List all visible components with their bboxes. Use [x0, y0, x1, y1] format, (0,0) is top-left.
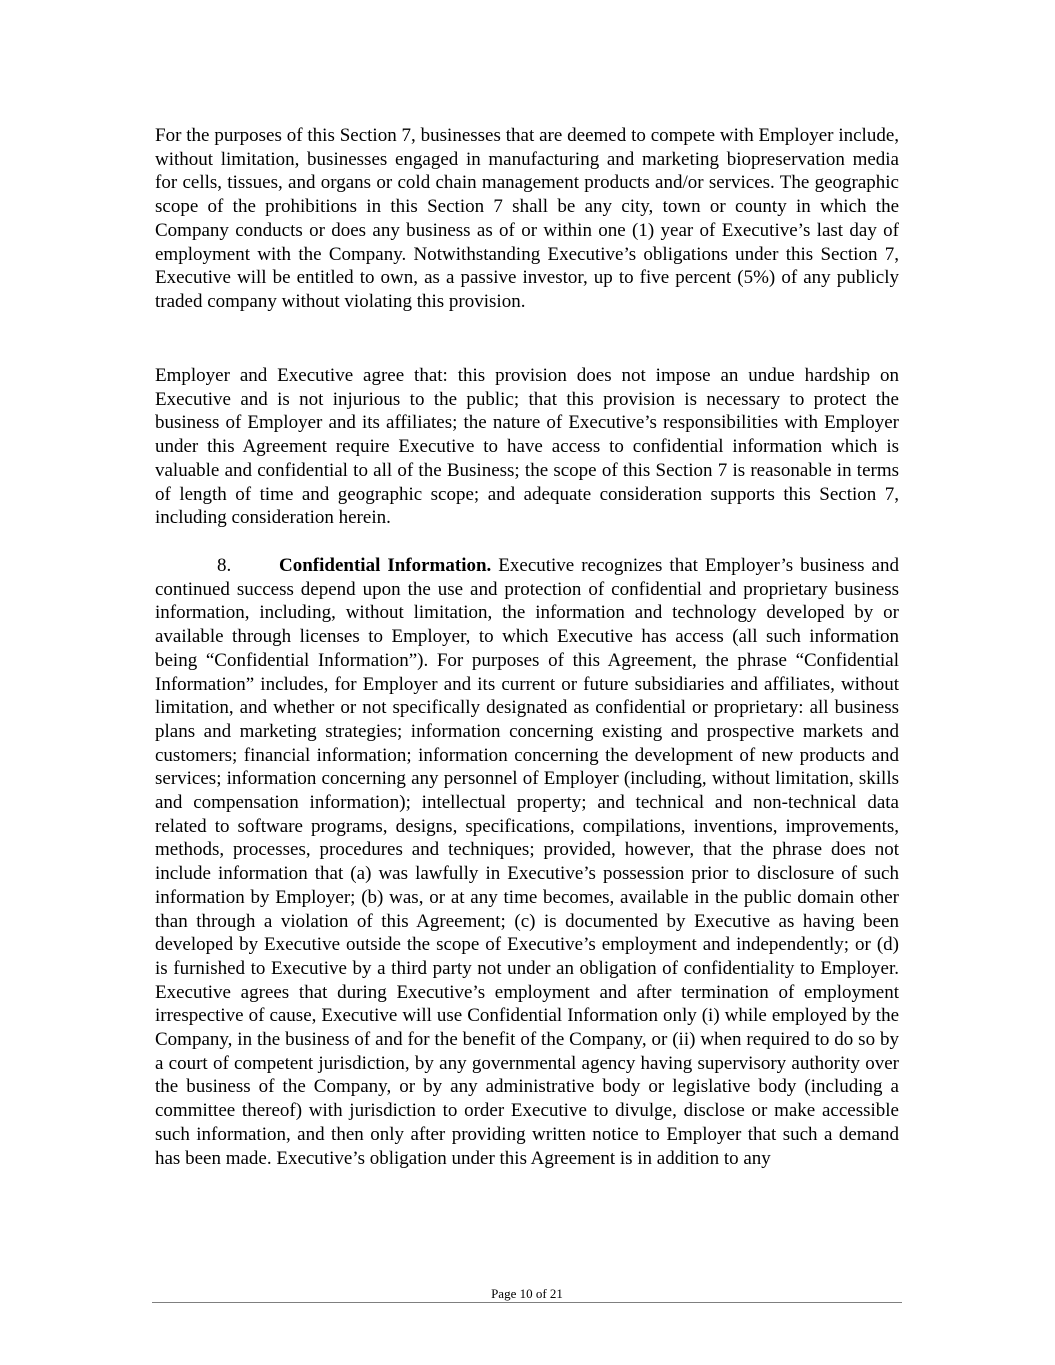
section-number: 8.	[217, 555, 232, 576]
section-body-text: Executive recognizes that Employer’s business and continued success depend upon the use and protection of confidential and proprietary business information, including, without limitation, the information and technology developed by or available through licenses to Employer, to which Executive has access (all such information being “Confidential Information”). For purposes of this Agreement, the phrase “Confidential Information” includes, for Employer and its current or future subsidiaries and affiliates, without limitation, and whether or not specifically designated as confidential or proprietary: all business plans and marketing strategies; information concerning existing and prospective markets and customers; financial information; information concerning the development of new products and services; information concerning any personnel of Employer (including, without limitation, skills and compensation information); intellectual property; and technical and non-technical data related to software programs, designs, specifications, compilations, inventions, improvements, methods, processes, procedures and techniques; provided, however, that the phrase does not include information that (a) was lawfully in Executive’s possession prior to disclosure of such information by Employer; (b) was, or at any time becomes, available in the public domain other than through a violation of this Agreement; (c) is documented by Executive as having been developed by Executive outside the scope of Executive’s employment and independently; or (d) is furnished to Executive by a third party not under an obligation of confidentiality to Employer. Executive agrees that during Executive’s employment and after termination of employment irrespective of cause, Executive will use Confidential Information only (i) while employed by the Company, in the business of and for the benefit of the Company, or (ii) when required to do so by a court of competent jurisdiction, by any governmental agency having supervisory authority over the business of the Company, or by any administrative body or legislative body (including a committee thereof) with jurisdiction to order Executive to divulge, disclose or make accessible such information, and then only after providing written notice to Employer that such a demand has been made. Executive’s obligation under this Agreement is in addition to any	[155, 555, 899, 1169]
section-heading: Confidential Information.	[279, 555, 492, 576]
footer-divider	[152, 1302, 902, 1303]
paragraph-section-7-scope: For the purposes of this Section 7, businesses that are deemed to compete with Employer include, without limitation, businesses engaged in manufacturing and marketing biopreservation media for cells, tissues, and organs or cold chain management products and/or services. The geographic scope of the prohibitions in this Section 7 shall be any city, town or county in which the Company conducts or does any business as of or within one (1) year of Executive’s last day of employment with the Company. Notwithstanding Executive’s obligations under this Section 7, Executive will be entitled to own, as a passive investor, up to five percent (5%) of any publicly traded company without violating this provision.	[155, 125, 899, 312]
paragraph-section-8-confidential-information	[155, 554, 899, 1170]
paragraph-section-7-agreement: Employer and Executive agree that: this provision does not impose an undue hardship on Executive and is not injurious to the public; that this provision is necessary to protect the business of Employer and its affiliates; the nature of Executive’s responsibilities with Employer under this Agreement require Executive to have access to confidential information which is valuable and confidential to all of the Business; the scope of this Section 7 is reasonable in terms of length of time and geographic scope; and adequate consideration supports this Section 7, including consideration herein.	[155, 365, 899, 529]
page-number-footer: Page 10 of 21	[491, 1286, 563, 1301]
